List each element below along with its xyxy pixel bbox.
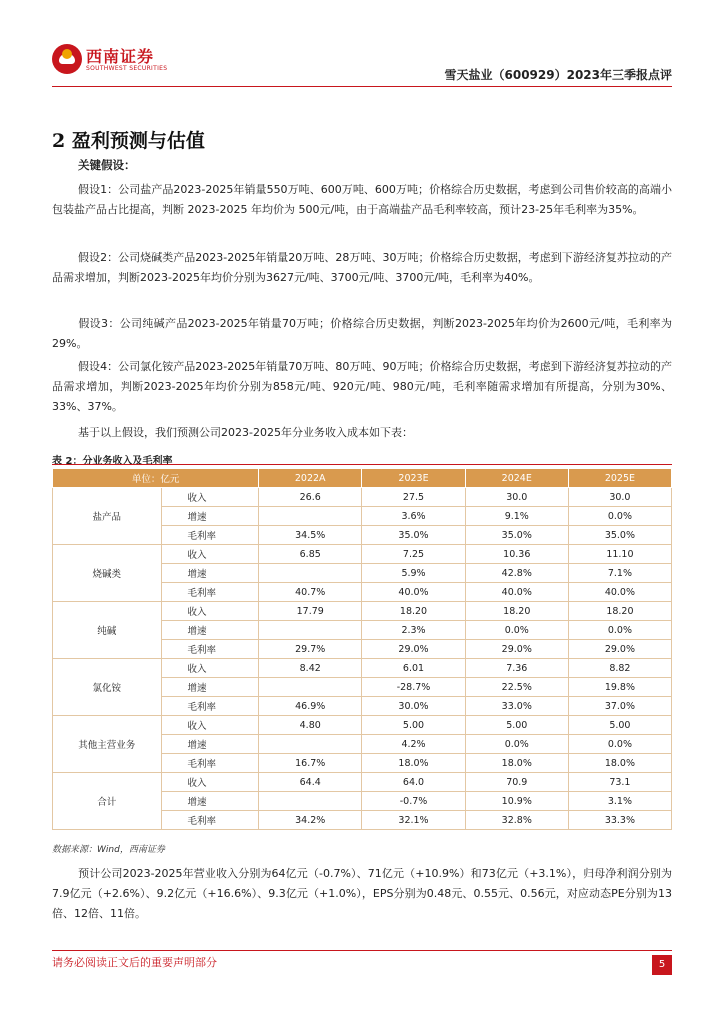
value-cell — [259, 792, 362, 811]
value-cell: 35.0% — [362, 526, 465, 545]
value-cell — [259, 735, 362, 754]
value-cell: -0.7% — [362, 792, 465, 811]
column-header: 2022A — [259, 469, 362, 488]
value-cell: 5.00 — [465, 716, 568, 735]
value-cell: 30.0 — [465, 488, 568, 507]
value-cell: 18.0% — [362, 754, 465, 773]
metric-label-cell: 收入 — [161, 716, 259, 735]
metric-label-cell: 增速 — [161, 564, 259, 583]
metric-label-cell: 毛利率 — [161, 754, 259, 773]
value-cell: 40.7% — [259, 583, 362, 602]
value-cell: 16.7% — [259, 754, 362, 773]
segment-name-cell: 烧碱类 — [53, 545, 162, 602]
value-cell: 0.0% — [568, 507, 671, 526]
value-cell: 22.5% — [465, 678, 568, 697]
value-cell: 32.8% — [465, 811, 568, 830]
page-number: 5 — [652, 955, 672, 975]
segment-name-cell: 合计 — [53, 773, 162, 830]
value-cell — [259, 678, 362, 697]
metric-label-cell: 收入 — [161, 602, 259, 621]
value-cell: 19.8% — [568, 678, 671, 697]
value-cell: 70.9 — [465, 773, 568, 792]
value-cell: 40.0% — [465, 583, 568, 602]
assumption-paragraph-1: 假设1：公司盐产品2023-2025年销量550万吨、600万吨、600万吨；价格综合历史数据，考虑到公司售价较高的高端小包装盐产品占比提高，判断 2023-2025 年均价为 500元/吨，由于高端盐产品毛利率较高，预计23-25年毛利率为35%。 — [52, 183, 672, 216]
metric-label-cell: 收入 — [161, 488, 259, 507]
metric-label-cell: 收入 — [161, 545, 259, 564]
value-cell: -28.7% — [362, 678, 465, 697]
value-cell: 0.0% — [465, 735, 568, 754]
table-row — [53, 602, 672, 621]
value-cell: 18.20 — [362, 602, 465, 621]
table-intro-paragraph: 基于以上假设，我们预测公司2023-2025年分业务收入成本如下表： — [78, 426, 413, 439]
value-cell: 26.6 — [259, 488, 362, 507]
value-cell: 64.0 — [362, 773, 465, 792]
footer-disclaimer: 请务必阅读正文后的重要声明部分 — [52, 956, 217, 969]
value-cell: 5.00 — [362, 716, 465, 735]
segment-name-cell: 纯碱 — [53, 602, 162, 659]
metric-label-cell: 毛利率 — [161, 526, 259, 545]
value-cell: 29.7% — [259, 640, 362, 659]
assumption-paragraph-3: 假设3：公司纯碱产品2023-2025年销量70万吨；价格综合历史数据，判断2023-2025年均价为2600元/吨，毛利率为29%。 — [52, 317, 672, 350]
column-header: 2025E — [568, 469, 671, 488]
value-cell: 32.1% — [362, 811, 465, 830]
value-cell: 27.5 — [362, 488, 465, 507]
table-header-row — [53, 469, 672, 488]
value-cell: 6.85 — [259, 545, 362, 564]
value-cell: 4.80 — [259, 716, 362, 735]
table-row — [53, 659, 672, 678]
value-cell: 30.0 — [568, 488, 671, 507]
page-header — [0, 0, 724, 90]
value-cell: 18.20 — [568, 602, 671, 621]
value-cell: 73.1 — [568, 773, 671, 792]
metric-label-cell: 收入 — [161, 773, 259, 792]
value-cell: 18.0% — [465, 754, 568, 773]
value-cell: 17.79 — [259, 602, 362, 621]
value-cell: 9.1% — [465, 507, 568, 526]
assumption-paragraph-4: 假设4：公司氯化铵产品2023-2025年销量70万吨、80万吨、90万吨；价格综合历史数据，考虑到下游经济复苏拉动的产品需求增加，判断2023-2025年均价分别为858元/吨、920元/吨、980元/吨，毛利率随需求增加有所提高，分别为30%、33%、37%。 — [52, 360, 672, 413]
value-cell: 64.4 — [259, 773, 362, 792]
column-header: 2023E — [362, 469, 465, 488]
table-caption-divider — [52, 464, 672, 465]
company-logo — [52, 42, 222, 78]
value-cell: 6.01 — [362, 659, 465, 678]
value-cell: 4.2% — [362, 735, 465, 754]
metric-label-cell: 增速 — [161, 507, 259, 526]
forecast-paragraph: 预计公司2023-2025年营业收入分别为64亿元（-0.7%）、71亿元（+10.9%）和73亿元（+3.1%），归母净利润分别为7.9亿元（+2.6%）、9.2亿元（+16.6%）、9.3亿元（+1.0%），EPS分别为0.48元、0.55元、0.56元，对应动态PE分别为13倍、12倍、11倍。 — [52, 867, 672, 920]
value-cell: 35.0% — [465, 526, 568, 545]
value-cell: 3.1% — [568, 792, 671, 811]
value-cell: 34.5% — [259, 526, 362, 545]
value-cell: 40.0% — [568, 583, 671, 602]
value-cell: 37.0% — [568, 697, 671, 716]
report-title: 雪天盐业（600929）2023年三季报点评 — [444, 68, 672, 82]
value-cell: 0.0% — [568, 621, 671, 640]
value-cell: 3.6% — [362, 507, 465, 526]
value-cell: 8.82 — [568, 659, 671, 678]
value-cell: 40.0% — [362, 583, 465, 602]
segment-name-cell: 其他主营业务 — [53, 716, 162, 773]
value-cell: 33.0% — [465, 697, 568, 716]
value-cell: 42.8% — [465, 564, 568, 583]
table-caption: 表 2：分业务收入及毛利率 — [52, 456, 173, 467]
unit-header: 单位：亿元 — [53, 469, 259, 488]
metric-label-cell: 增速 — [161, 621, 259, 640]
metric-label-cell: 毛利率 — [161, 640, 259, 659]
segment-revenue-table — [52, 468, 672, 830]
footer-divider — [52, 950, 672, 951]
value-cell: 29.0% — [568, 640, 671, 659]
value-cell — [259, 564, 362, 583]
table-row — [53, 545, 672, 564]
value-cell — [259, 507, 362, 526]
value-cell: 46.9% — [259, 697, 362, 716]
value-cell: 11.10 — [568, 545, 671, 564]
table-row — [53, 716, 672, 735]
value-cell: 29.0% — [362, 640, 465, 659]
value-cell: 5.9% — [362, 564, 465, 583]
value-cell: 34.2% — [259, 811, 362, 830]
value-cell: 0.0% — [568, 735, 671, 754]
value-cell: 10.36 — [465, 545, 568, 564]
logo-emblem-icon — [52, 44, 82, 74]
metric-label-cell: 增速 — [161, 678, 259, 697]
value-cell: 8.42 — [259, 659, 362, 678]
value-cell: 29.0% — [465, 640, 568, 659]
value-cell: 18.20 — [465, 602, 568, 621]
logo-english-name: SOUTHWEST SECURITIES — [86, 65, 168, 72]
table-row — [53, 773, 672, 792]
segment-name-cell: 氯化铵 — [53, 659, 162, 716]
value-cell — [259, 621, 362, 640]
metric-label-cell: 毛利率 — [161, 697, 259, 716]
metric-label-cell: 收入 — [161, 659, 259, 678]
value-cell: 7.25 — [362, 545, 465, 564]
value-cell: 10.9% — [465, 792, 568, 811]
value-cell: 0.0% — [465, 621, 568, 640]
value-cell: 2.3% — [362, 621, 465, 640]
value-cell: 7.1% — [568, 564, 671, 583]
header-divider — [52, 86, 672, 87]
key-assumptions-label: 关键假设： — [78, 158, 136, 172]
metric-label-cell: 毛利率 — [161, 811, 259, 830]
segment-name-cell: 盐产品 — [53, 488, 162, 545]
assumption-paragraph-2: 假设2：公司烧碱类产品2023-2025年销量20万吨、28万吨、30万吨；价格综合历史数据，考虑到下游经济复苏拉动的产品需求增加，判断2023-2025年均价分别为3627元/吨、3700元/吨、3700元/吨，毛利率为40%。 — [52, 251, 672, 284]
metric-label-cell: 增速 — [161, 735, 259, 754]
table-row — [53, 488, 672, 507]
value-cell: 5.00 — [568, 716, 671, 735]
table-source: 数据来源：Wind，西南证券 — [52, 845, 165, 855]
metric-label-cell: 增速 — [161, 792, 259, 811]
logo-chinese-name: 西南证券 — [86, 47, 155, 66]
value-cell: 35.0% — [568, 526, 671, 545]
column-header: 2024E — [465, 469, 568, 488]
value-cell: 30.0% — [362, 697, 465, 716]
value-cell: 18.0% — [568, 754, 671, 773]
value-cell: 33.3% — [568, 811, 671, 830]
metric-label-cell: 毛利率 — [161, 583, 259, 602]
section-title: 2 盈利预测与估值 — [52, 130, 205, 152]
value-cell: 7.36 — [465, 659, 568, 678]
